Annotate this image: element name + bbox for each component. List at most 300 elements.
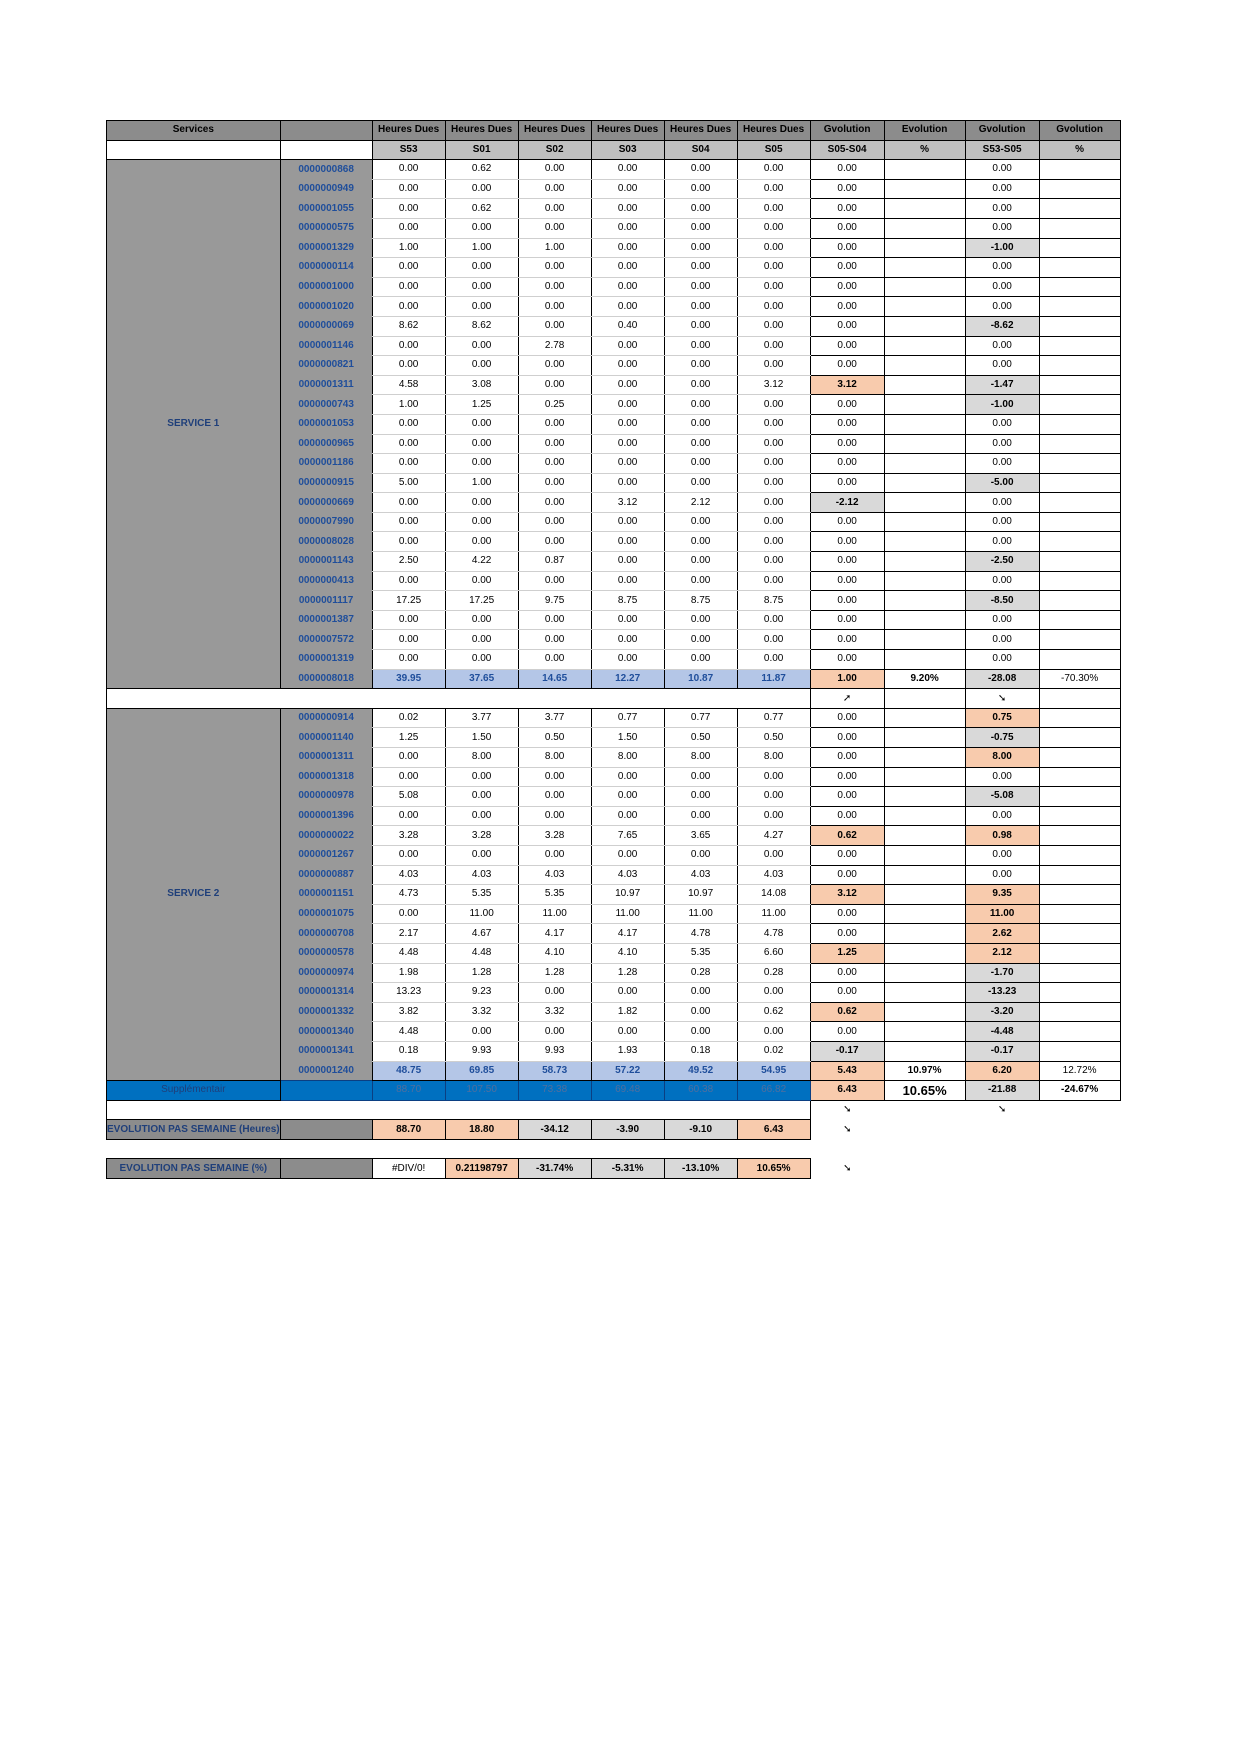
hours-cell: 0.00	[372, 571, 445, 591]
column-header: Heures Dues	[445, 121, 518, 141]
evolution-pct-cell	[884, 552, 965, 572]
employee-id: 0000001340	[280, 1022, 372, 1042]
evolution-s05-s04: 0.00	[810, 748, 884, 768]
hours-cell: 0.40	[591, 316, 664, 336]
evolution-pct-cell	[1039, 512, 1120, 532]
hours-cell: 0.87	[518, 552, 591, 572]
column-subheader: S03	[591, 140, 664, 160]
total-cell: 11.87	[737, 669, 810, 689]
hours-cell: 0.50	[664, 728, 737, 748]
evolution-pct-cell	[1039, 277, 1120, 297]
evolution-pct-cell	[1039, 845, 1120, 865]
hours-cell: 10.97	[664, 885, 737, 905]
employee-id: 0000001186	[280, 454, 372, 474]
column-header: Services	[107, 121, 281, 141]
evolution-s53-s05: 0.00	[965, 258, 1039, 278]
evolution-s53-s05: 0.00	[965, 610, 1039, 630]
summary-cell: 88.70	[372, 1120, 445, 1140]
blank-cell	[280, 1081, 372, 1101]
total-cell: 49.52	[664, 1061, 737, 1081]
employee-id: 0000000868	[280, 160, 372, 180]
evolution-pct-cell	[884, 591, 965, 611]
hours-cell: 0.00	[591, 473, 664, 493]
hours-cell: 0.00	[591, 336, 664, 356]
employee-id: 0000001311	[280, 748, 372, 768]
hours-cell: 0.00	[518, 258, 591, 278]
hours-cell: 0.00	[518, 806, 591, 826]
hours-cell: 0.00	[591, 610, 664, 630]
evolution-pct-cell	[1039, 395, 1120, 415]
hours-cell: 8.75	[664, 591, 737, 611]
column-subheader: S53	[372, 140, 445, 160]
evolution-s53-s05: 0.00	[965, 199, 1039, 219]
service-name: SERVICE 1	[107, 160, 281, 689]
hours-cell: 0.00	[518, 277, 591, 297]
evolution-s05-s04: 0.00	[810, 571, 884, 591]
hours-cell: 0.77	[737, 708, 810, 728]
total-evolution-pct: 9.20%	[884, 669, 965, 689]
hours-cell: 0.00	[372, 199, 445, 219]
column-header: Heures Dues	[591, 121, 664, 141]
evolution-pct-cell	[884, 1041, 965, 1061]
hours-cell: 8.00	[518, 748, 591, 768]
hours-cell: 4.03	[445, 865, 518, 885]
summary-cell: -9.10	[664, 1120, 737, 1140]
hours-cell: 1.50	[591, 728, 664, 748]
arrow-row	[107, 689, 1121, 709]
hours-cell: 0.00	[445, 571, 518, 591]
hours-cell: 8.75	[591, 591, 664, 611]
evolution-pct-cell	[1039, 375, 1120, 395]
hours-cell: 0.00	[372, 904, 445, 924]
evolution-s53-s05: 0.00	[965, 865, 1039, 885]
evolution-pct-cell	[1039, 356, 1120, 376]
evolution-s05-s04: 0.00	[810, 845, 884, 865]
hours-cell: 0.62	[737, 1002, 810, 1022]
evolution-s05-s04: 0.00	[810, 434, 884, 454]
hours-cell: 1.28	[445, 963, 518, 983]
evolution-pct-cell	[884, 630, 965, 650]
hours-cell: 0.00	[591, 179, 664, 199]
empty-cell	[965, 1159, 1039, 1179]
evolution-pct-cell	[884, 512, 965, 532]
supplementaire-cell: 73.38	[518, 1081, 591, 1101]
evolution-pct-cell	[1039, 865, 1120, 885]
total-cell: 57.22	[591, 1061, 664, 1081]
evolution-pct-cell	[1039, 297, 1120, 317]
employee-id: 0000001341	[280, 1041, 372, 1061]
hours-cell: 4.03	[737, 865, 810, 885]
hours-cell: 0.00	[518, 218, 591, 238]
employee-id: 0000000965	[280, 434, 372, 454]
hours-cell: 1.00	[372, 395, 445, 415]
hours-cell: 4.03	[518, 865, 591, 885]
hours-cell: 0.00	[664, 218, 737, 238]
evolution-s53-s05: 0.00	[965, 571, 1039, 591]
column-subheader: %	[1039, 140, 1120, 160]
employee-id: 0000001329	[280, 238, 372, 258]
evolution-s05-s04: 0.00	[810, 983, 884, 1003]
hours-cell: 0.00	[372, 434, 445, 454]
hours-cell: 2.78	[518, 336, 591, 356]
evolution-pct-cell	[884, 356, 965, 376]
evolution-s05-s04: 0.00	[810, 865, 884, 885]
hours-cell: 0.00	[591, 630, 664, 650]
hours-cell: 3.12	[591, 493, 664, 513]
evolution-s53-s05: 0.00	[965, 414, 1039, 434]
hours-cell: 0.00	[664, 356, 737, 376]
hours-cell: 4.10	[591, 943, 664, 963]
hours-cell: 0.18	[372, 1041, 445, 1061]
evolution-pct-cell	[1039, 552, 1120, 572]
hours-cell: 11.00	[737, 904, 810, 924]
hours-cell: 4.22	[445, 552, 518, 572]
hours-cell: 0.00	[591, 787, 664, 807]
hours-cell: 0.00	[445, 650, 518, 670]
evolution-pct-cell	[884, 767, 965, 787]
summary-cell: 10.65%	[737, 1159, 810, 1179]
evolution-pct-cell	[884, 277, 965, 297]
hours-cell: 0.00	[372, 160, 445, 180]
employee-id: 0000001267	[280, 845, 372, 865]
table-row	[107, 160, 1121, 180]
hours-cell: 0.28	[664, 963, 737, 983]
hours-cell: 4.58	[372, 375, 445, 395]
total-cell: 48.75	[372, 1061, 445, 1081]
empty-cell	[1039, 1100, 1120, 1120]
empty-cell	[884, 1100, 965, 1120]
hours-cell: 1.28	[591, 963, 664, 983]
evolution-s05-s04: 0.00	[810, 356, 884, 376]
hours-cell: 8.00	[664, 748, 737, 768]
spacer-row	[107, 1139, 1121, 1159]
evolution-pct-cell	[884, 806, 965, 826]
employee-id: 0000000575	[280, 218, 372, 238]
hours-cell: 5.35	[445, 885, 518, 905]
evolution-pct-cell	[1039, 160, 1120, 180]
supp-evolution-s05-s04: 6.43	[810, 1081, 884, 1101]
empty-cell	[965, 1120, 1039, 1140]
hours-cell: 4.48	[445, 943, 518, 963]
hours-cell: 0.00	[664, 610, 737, 630]
hours-cell: 0.00	[737, 316, 810, 336]
hours-cell: 0.00	[591, 375, 664, 395]
evolution-s53-s05: 0.00	[965, 434, 1039, 454]
evolution-s53-s05: 2.12	[965, 943, 1039, 963]
blank-cell	[280, 1120, 372, 1140]
hours-cell: 0.00	[737, 199, 810, 219]
evolution-s05-s04: 0.00	[810, 787, 884, 807]
hours-cell: 0.00	[664, 767, 737, 787]
evolution-pct-cell	[884, 434, 965, 454]
evolution-pct-cell	[1039, 258, 1120, 278]
column-header: Gvolution	[1039, 121, 1120, 141]
hours-cell: 2.17	[372, 924, 445, 944]
hours-cell: 4.48	[372, 943, 445, 963]
hours-cell: 0.00	[591, 552, 664, 572]
evolution-pct-cell	[884, 199, 965, 219]
hours-cell: 3.77	[445, 708, 518, 728]
hours-cell: 14.08	[737, 885, 810, 905]
evolution-s05-s04: 0.00	[810, 552, 884, 572]
evolution-s53-s05: 0.00	[965, 845, 1039, 865]
employee-id: 0000001053	[280, 414, 372, 434]
evolution-s05-s04: 0.00	[810, 1022, 884, 1042]
hours-cell: 0.00	[664, 179, 737, 199]
total-evolution-s53-s05: -28.08	[965, 669, 1039, 689]
hours-cell: 0.00	[664, 434, 737, 454]
evolution-s53-s05: 0.00	[965, 356, 1039, 376]
hours-cell: 5.08	[372, 787, 445, 807]
hours-cell: 0.00	[591, 297, 664, 317]
evolution-pct-cell	[1039, 454, 1120, 474]
evolution-pct-cell	[884, 865, 965, 885]
evolution-pct-cell	[884, 297, 965, 317]
evolution-pct-cell	[1039, 787, 1120, 807]
hours-cell: 0.00	[664, 630, 737, 650]
hours-cell: 0.00	[664, 238, 737, 258]
employee-id: 0000001055	[280, 199, 372, 219]
evolution-pct-cell	[884, 218, 965, 238]
total-evolution-s53-s05: 6.20	[965, 1061, 1039, 1081]
employee-id: 0000008018	[280, 669, 372, 689]
hours-cell: 4.67	[445, 924, 518, 944]
evolution-pct-cell	[884, 904, 965, 924]
total-evolution-pct: -70.30%	[1039, 669, 1120, 689]
employee-id: 0000001075	[280, 904, 372, 924]
hours-cell: 0.00	[372, 297, 445, 317]
evolution-pct-cell	[1039, 316, 1120, 336]
evolution-pct-cell	[884, 885, 965, 905]
blank-cell	[280, 1159, 372, 1179]
supplementaire-cell: 60.38	[664, 1081, 737, 1101]
evolution-s05-s04: 0.00	[810, 336, 884, 356]
evolution-s53-s05: 0.00	[965, 454, 1039, 474]
column-subheader: S05-S04	[810, 140, 884, 160]
evolution-pct-cell	[1039, 179, 1120, 199]
hours-cell: 0.00	[664, 277, 737, 297]
evolution-s53-s05: 9.35	[965, 885, 1039, 905]
evolution-s05-s04: 0.00	[810, 767, 884, 787]
evolution-pct-cell	[884, 316, 965, 336]
summary-cell: #DIV/0!	[372, 1159, 445, 1179]
service-name: SERVICE 2	[107, 708, 281, 1080]
evolution-pct-cell	[1039, 806, 1120, 826]
employee-id: 0000001319	[280, 650, 372, 670]
evolution-s05-s04: 0.00	[810, 904, 884, 924]
summary-cell: -5.31%	[591, 1159, 664, 1179]
evolution-s53-s05: -5.00	[965, 473, 1039, 493]
summary-cell: -34.12	[518, 1120, 591, 1140]
header-row-1	[107, 121, 1121, 141]
total-evolution-pct: 10.97%	[884, 1061, 965, 1081]
summary-cell: -31.74%	[518, 1159, 591, 1179]
total-cell: 58.73	[518, 1061, 591, 1081]
column-header	[280, 121, 372, 141]
hours-cell: 0.00	[664, 395, 737, 415]
hours-cell: 0.00	[737, 787, 810, 807]
hours-cell: 0.00	[664, 258, 737, 278]
evolution-pct-cell	[884, 963, 965, 983]
employee-id: 0000001314	[280, 983, 372, 1003]
hours-cell: 0.62	[445, 160, 518, 180]
hours-cell: 0.28	[737, 963, 810, 983]
hours-cell: 8.62	[372, 316, 445, 336]
total-evolution-pct: 12.72%	[1039, 1061, 1120, 1081]
hours-cell: 0.00	[518, 512, 591, 532]
trend-arrow: ➘	[965, 689, 1039, 709]
hours-cell: 0.00	[591, 532, 664, 552]
evolution-pct-cell	[884, 395, 965, 415]
summary-cell: -13.10%	[664, 1159, 737, 1179]
evolution-pct-cell	[884, 1002, 965, 1022]
hours-cell: 0.00	[737, 179, 810, 199]
evolution-pct-cell	[884, 160, 965, 180]
evolution-pct-cell	[1039, 571, 1120, 591]
column-subheader: S53-S05	[965, 140, 1039, 160]
evolution-pct-cell	[884, 532, 965, 552]
evolution-s53-s05: -8.62	[965, 316, 1039, 336]
evolution-s05-s04: 0.62	[810, 1002, 884, 1022]
evolution-pct-cell	[1039, 591, 1120, 611]
hours-cell: 8.00	[737, 748, 810, 768]
evolution-s53-s05: 0.00	[965, 532, 1039, 552]
hours-cell: 0.00	[372, 806, 445, 826]
employee-id: 0000001387	[280, 610, 372, 630]
hours-cell: 0.00	[737, 434, 810, 454]
evolution-s05-s04: 0.00	[810, 414, 884, 434]
hours-cell: 0.00	[372, 179, 445, 199]
column-header: Evolution	[884, 121, 965, 141]
hours-cell: 3.28	[518, 826, 591, 846]
total-cell: 39.95	[372, 669, 445, 689]
hours-cell: 0.00	[737, 473, 810, 493]
hours-cell: 0.00	[664, 375, 737, 395]
evolution-pct-cell	[884, 571, 965, 591]
evolution-s05-s04: 0.00	[810, 218, 884, 238]
column-subheader: S05	[737, 140, 810, 160]
employee-id: 0000000114	[280, 258, 372, 278]
hours-cell: 0.00	[518, 414, 591, 434]
hours-cell: 0.00	[737, 395, 810, 415]
hours-cell: 0.00	[372, 218, 445, 238]
hours-cell: 0.00	[664, 336, 737, 356]
hours-cell: 0.00	[591, 258, 664, 278]
evolution-pct-cell	[884, 610, 965, 630]
hours-cell: 0.00	[591, 1022, 664, 1042]
hours-cell: 8.00	[591, 748, 664, 768]
evolution-pct-cell	[1039, 885, 1120, 905]
evolution-pct-cell	[1039, 708, 1120, 728]
hours-cell: 0.00	[372, 414, 445, 434]
hours-cell: 0.00	[372, 845, 445, 865]
evolution-pct-cell	[1039, 767, 1120, 787]
employee-id: 0000000069	[280, 316, 372, 336]
hours-cell: 0.25	[518, 395, 591, 415]
hours-cell: 0.00	[372, 748, 445, 768]
summary-cell: 6.43	[737, 1120, 810, 1140]
hours-cell: 0.00	[664, 473, 737, 493]
evolution_pct-row	[107, 1159, 1121, 1179]
hours-cell: 0.00	[518, 179, 591, 199]
hours-cell: 0.00	[664, 845, 737, 865]
arrow-row	[107, 1100, 1121, 1120]
hours-cell: 3.32	[518, 1002, 591, 1022]
hours-cell: 0.00	[664, 454, 737, 474]
employee-id: 0000000022	[280, 826, 372, 846]
employee-id: 0000000974	[280, 963, 372, 983]
hours-cell: 0.00	[737, 806, 810, 826]
hours-cell: 1.98	[372, 963, 445, 983]
hours-cell: 0.00	[737, 610, 810, 630]
hours-cell: 0.00	[591, 395, 664, 415]
evolution-s05-s04: 0.00	[810, 316, 884, 336]
empty-cell	[1039, 689, 1120, 709]
evolution-s53-s05: 0.98	[965, 826, 1039, 846]
hours-cell: 0.00	[737, 160, 810, 180]
hours-cell: 0.00	[445, 767, 518, 787]
column-header: Gvolution	[810, 121, 884, 141]
evolution-s53-s05: 8.00	[965, 748, 1039, 768]
hours-cell: 0.00	[372, 258, 445, 278]
hours-cell: 0.00	[445, 179, 518, 199]
evolution-s53-s05: 0.00	[965, 806, 1039, 826]
evolution-pct-cell	[884, 493, 965, 513]
hours-cell: 0.00	[445, 532, 518, 552]
hours-cell: 0.00	[518, 434, 591, 454]
summary-cell: 18.80	[445, 1120, 518, 1140]
hours-cell: 0.00	[445, 277, 518, 297]
employee-id: 0000000821	[280, 356, 372, 376]
hours-cell: 0.00	[664, 787, 737, 807]
hours-cell: 17.25	[445, 591, 518, 611]
evolution-pct-cell	[1039, 414, 1120, 434]
hours-cell: 0.00	[664, 414, 737, 434]
hours-cell: 0.00	[591, 650, 664, 670]
evolution-pct-cell	[1039, 924, 1120, 944]
evolution-s05-s04: 0.00	[810, 650, 884, 670]
employee-id: 0000001146	[280, 336, 372, 356]
evolution-s05-s04: 0.00	[810, 454, 884, 474]
hours-cell: 0.00	[664, 199, 737, 219]
hours-cell: 0.00	[591, 806, 664, 826]
evolution-s53-s05: 0.00	[965, 277, 1039, 297]
evolution-s05-s04: 0.00	[810, 199, 884, 219]
evolution-pct-cell	[1039, 963, 1120, 983]
evolution-pct-cell	[1039, 748, 1120, 768]
empty-cell	[884, 689, 965, 709]
evolution-pct-cell	[1039, 650, 1120, 670]
evolution-s05-s04: 0.00	[810, 160, 884, 180]
trend-arrow: ➘	[843, 1104, 852, 1116]
evolution-pct-cell	[884, 787, 965, 807]
hours-cell: 0.18	[664, 1041, 737, 1061]
spacer	[107, 1139, 1121, 1159]
hours-cell: 0.00	[737, 258, 810, 278]
column-header: Heures Dues	[518, 121, 591, 141]
hours-cell: 0.00	[737, 845, 810, 865]
evolution-s05-s04: -0.17	[810, 1041, 884, 1061]
evolution-pct-cell	[884, 708, 965, 728]
trend-arrow: ➘	[997, 1104, 1007, 1116]
employee-id: 0000000915	[280, 473, 372, 493]
evolution-s05-s04: 0.00	[810, 708, 884, 728]
employee-id: 0000000743	[280, 395, 372, 415]
evolution-pct-cell	[1039, 1002, 1120, 1022]
hours-cell: 0.00	[737, 356, 810, 376]
evolution-pct-cell	[884, 454, 965, 474]
hours-cell: 0.00	[372, 336, 445, 356]
